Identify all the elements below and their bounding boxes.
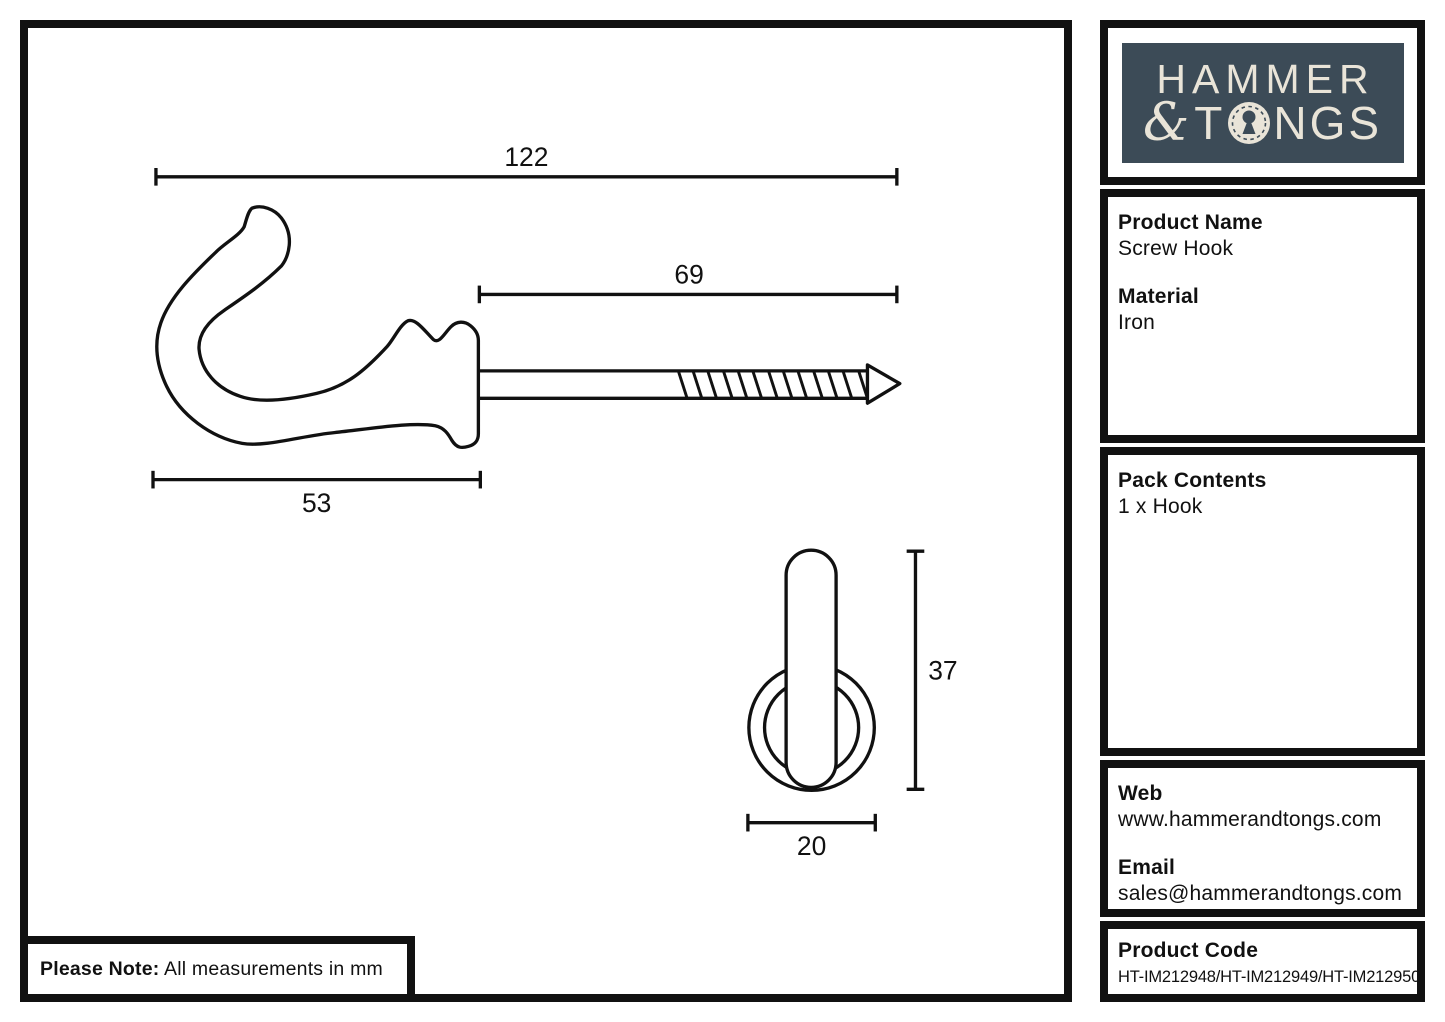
dim-shank-length (479, 260, 896, 304)
brand-logo (1122, 43, 1404, 163)
web-heading: Web (1118, 782, 1163, 805)
product-code-heading: Product Code (1118, 939, 1259, 962)
material-heading: Material (1118, 285, 1199, 308)
note-text: All measurements in mm (164, 957, 383, 980)
dim-ring-width (748, 814, 875, 861)
dim-label-69: 69 (674, 259, 704, 290)
email-value: sales@hammerandtongs.com (1118, 882, 1403, 905)
pack-contents-panel (1100, 447, 1425, 756)
product-name-panel (1100, 189, 1425, 443)
screw-threads (678, 371, 867, 398)
dim-label-122: 122 (504, 142, 549, 173)
screw-tip (867, 365, 899, 403)
logo-t: T (1194, 97, 1226, 149)
front-view (749, 550, 874, 790)
dim-hook-depth (153, 471, 480, 518)
dim-label-20: 20 (796, 830, 827, 861)
material-value: Iron (1118, 311, 1155, 334)
web-value: www.hammerandtongs.com (1118, 808, 1382, 831)
note-box (20, 936, 415, 1002)
dim-label-53: 53 (301, 487, 332, 518)
screw-shank (478, 371, 867, 398)
technical-drawing (20, 20, 1072, 1002)
contact-panel (1100, 760, 1425, 917)
product-code-value: HT-IM212948/HT-IM212949/HT-IM212950 (1118, 968, 1421, 986)
brand-panel (1100, 20, 1425, 185)
pack-contents-heading: Pack Contents (1118, 469, 1267, 492)
capsule-profile (786, 550, 836, 787)
product-name-value: Screw Hook (1118, 237, 1234, 260)
hook-outline (157, 207, 479, 448)
product-name-heading: Product Name (1118, 211, 1263, 234)
product-code-panel (1100, 921, 1425, 1002)
email-heading: Email (1118, 856, 1176, 879)
dim-ring-height (907, 551, 958, 789)
logo-rest: NGS (1273, 97, 1383, 149)
logo-wordmark-line2 (1142, 93, 1383, 153)
dim-overall-length (156, 142, 897, 186)
pack-contents-value: 1 x Hook (1118, 495, 1203, 518)
keyhole-icon (1227, 101, 1271, 145)
dim-label-37: 37 (928, 655, 958, 686)
logo-wordmark-line1: HAMMER (1156, 56, 1375, 102)
logo-ampersand: & (1142, 93, 1193, 153)
note-label: Please Note: (40, 957, 160, 980)
